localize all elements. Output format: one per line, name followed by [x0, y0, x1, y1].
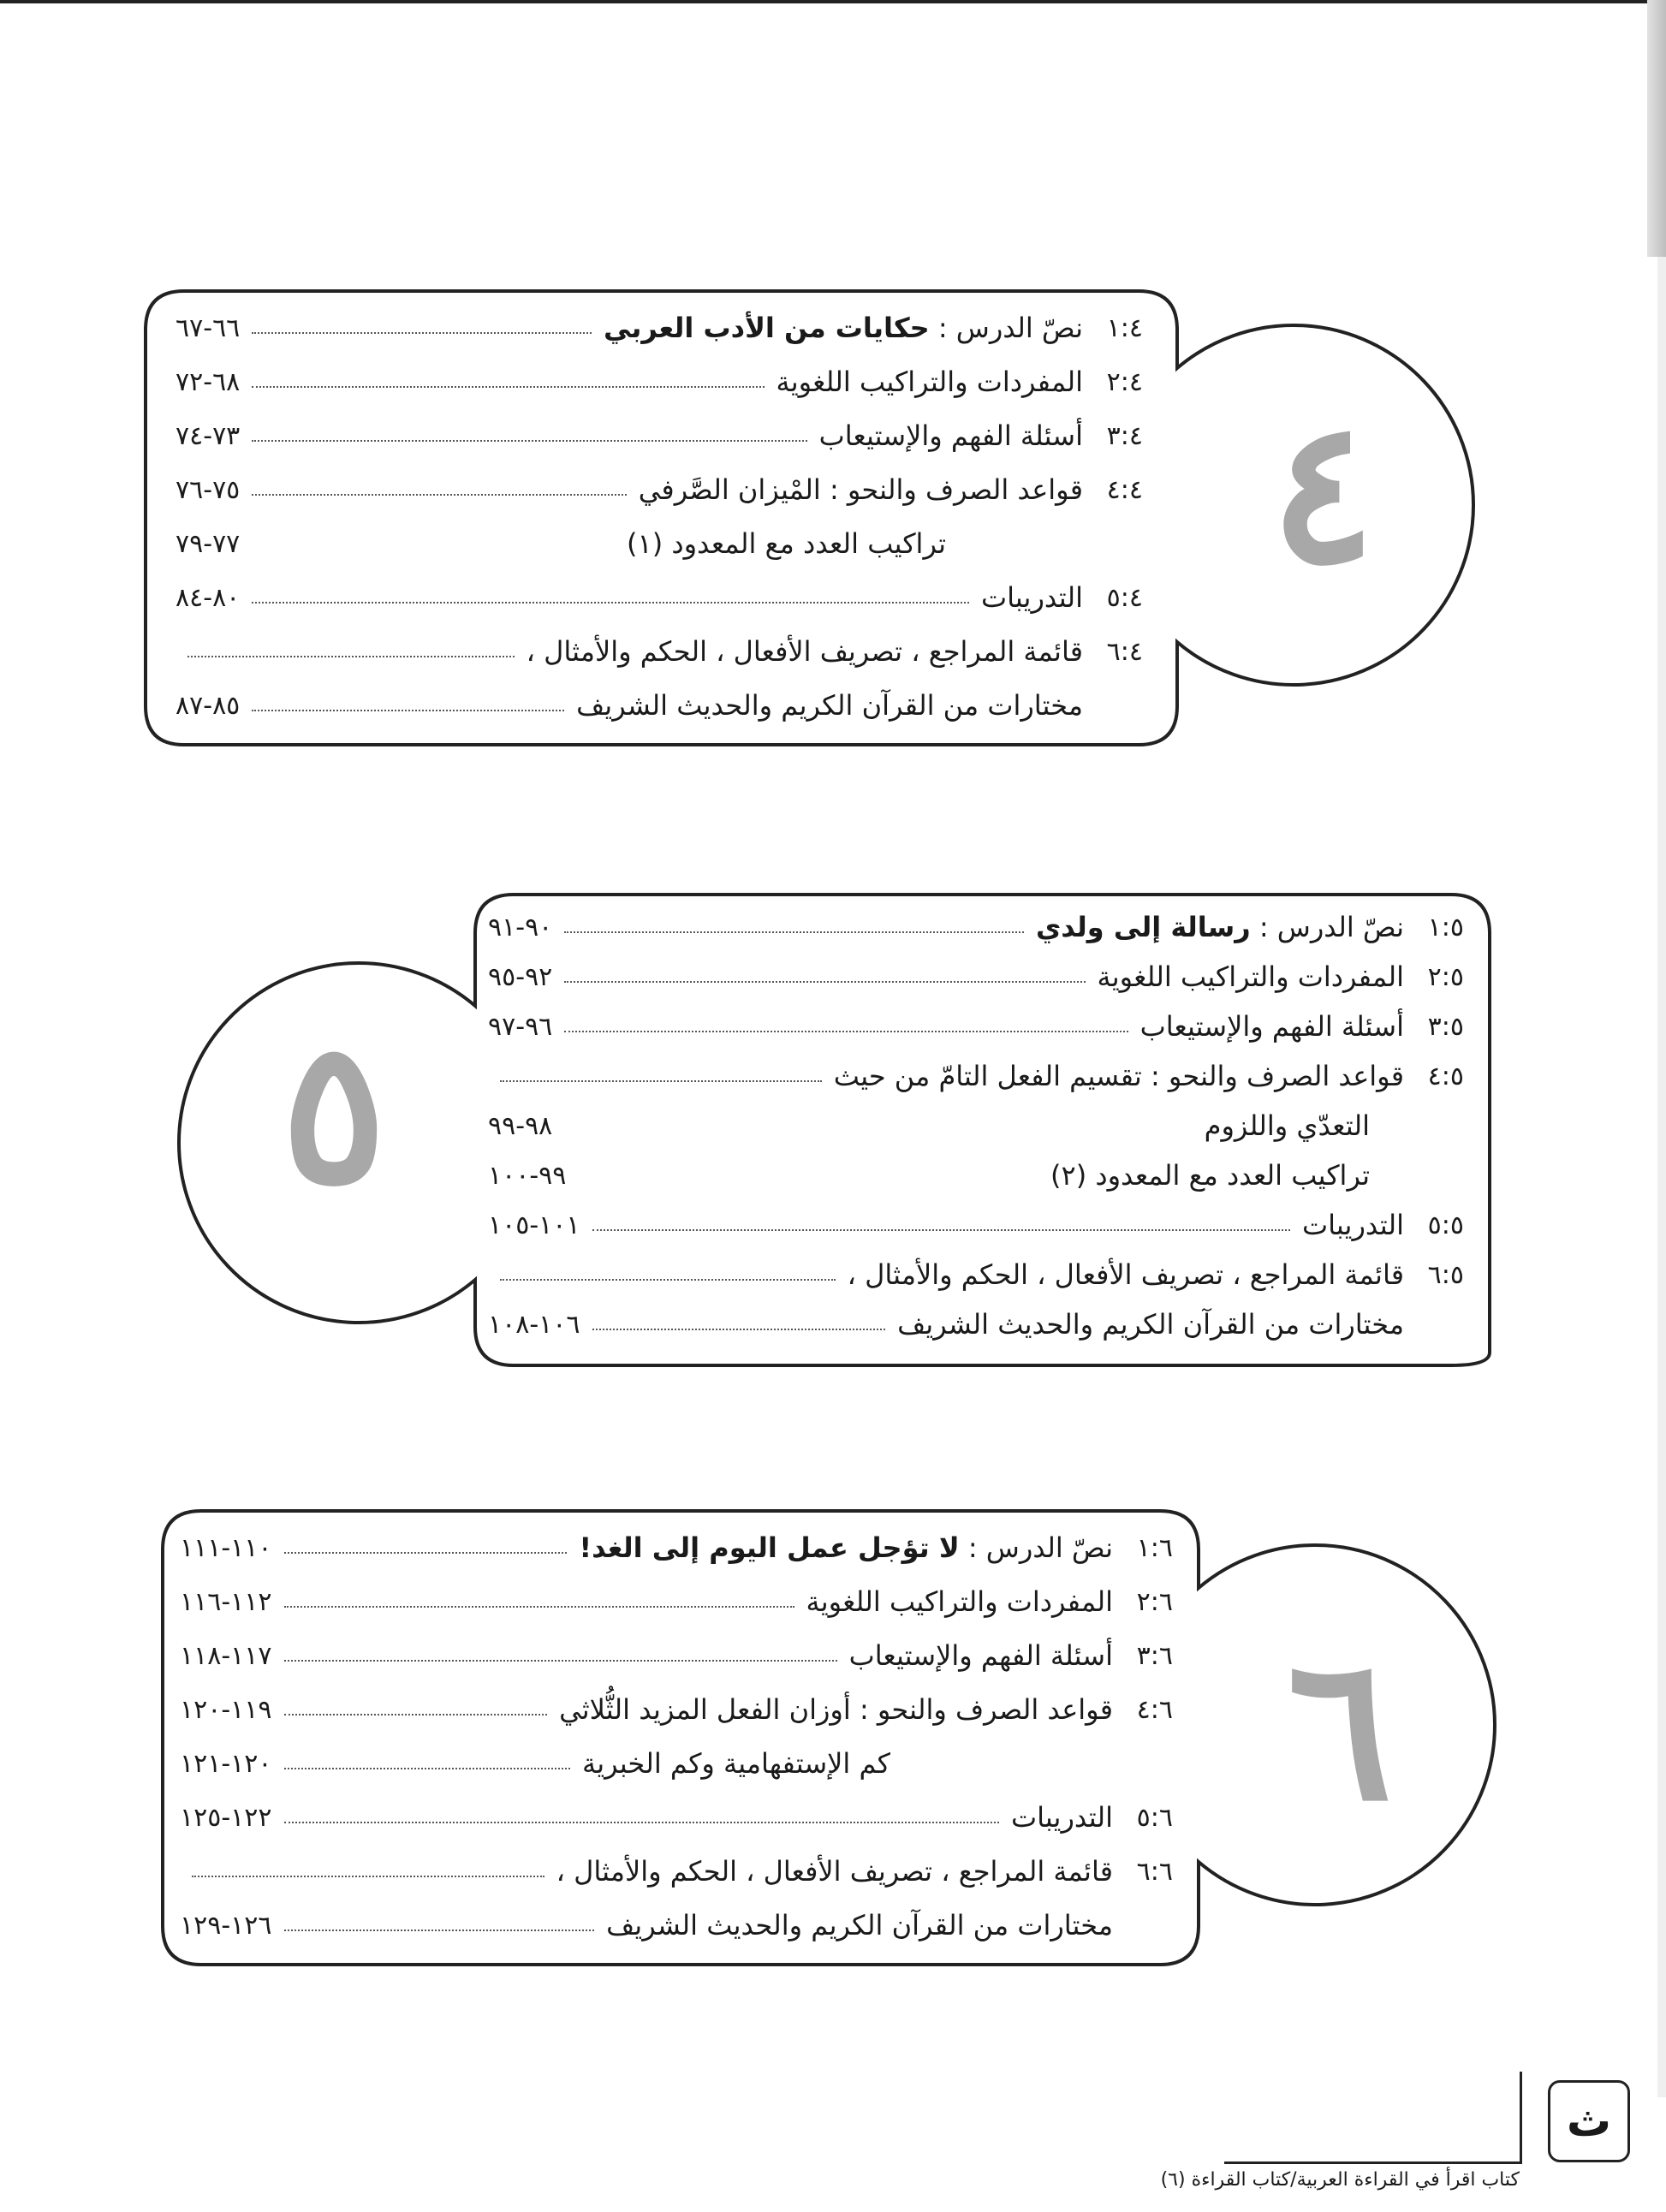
leader-dots — [252, 386, 764, 388]
leader-dots — [252, 602, 969, 604]
toc-row[interactable] — [176, 358, 1143, 406]
section-number: ٢:٤ — [1106, 366, 1143, 397]
leader-dots — [252, 332, 592, 334]
toc-row[interactable] — [176, 627, 1143, 675]
page-range: ٧٧-٧٩ — [176, 528, 241, 559]
unit-5-number: ٥ — [281, 997, 387, 1228]
page-range: ٧٥-٧٦ — [176, 474, 241, 505]
leader-dots — [564, 1031, 1128, 1032]
leader-dots — [284, 1606, 794, 1608]
toc-row[interactable] — [180, 1793, 1173, 1841]
toc-row[interactable] — [180, 1901, 1173, 1949]
section-number: ٣:٤ — [1106, 420, 1143, 451]
page-range: ٩٨-٩٩ — [488, 1110, 553, 1141]
page-range: ٦٨-٧٢ — [176, 366, 241, 397]
section-title: قواعد الصرف والنحو : أوزان الفعل المزيد الثُّلاثي — [559, 1693, 1113, 1726]
unit-6-block — [0, 1502, 1666, 1990]
toc-row[interactable] — [176, 574, 1143, 621]
toc-row[interactable] — [176, 681, 1143, 729]
section-title — [604, 312, 1083, 344]
leader-dots — [564, 931, 1024, 933]
section-number: ٣:٦ — [1136, 1640, 1173, 1671]
section-number: ١:٥ — [1427, 912, 1464, 942]
section-title: قائمة المراجع ، تصريف الأفعال ، الحكم والأمثال ، — [526, 635, 1083, 668]
section-title: قائمة المراجع ، تصريف الأفعال ، الحكم والأمثال ، — [556, 1855, 1113, 1888]
toc-row[interactable] — [180, 1847, 1173, 1895]
section-title: المفردات والتراكيب اللغوية — [1097, 960, 1404, 993]
section-title: أسئلة الفهم والإستيعاب — [848, 1639, 1113, 1672]
section-number: ٤:٥ — [1427, 1061, 1464, 1091]
section-title: قواعد الصرف والنحو : تقسيم الفعل التامّ من حيث — [833, 1060, 1404, 1092]
page-range: ٨٠-٨٤ — [176, 582, 241, 613]
section-title: مختارات من القرآن الكريم والحديث الشريف — [576, 689, 1083, 722]
leader-dots — [592, 1329, 886, 1330]
page-edge-shadow — [1647, 0, 1666, 257]
footer-rule — [1224, 2161, 1520, 2164]
leader-dots — [284, 1768, 571, 1769]
toc-row[interactable] — [176, 520, 1143, 568]
toc-row[interactable] — [488, 1102, 1464, 1150]
section-number: ٥:٥ — [1427, 1210, 1464, 1240]
page-range: ٩٠-٩١ — [488, 912, 553, 942]
section-label: نصّ الدرس : — [967, 1531, 1113, 1564]
leader-dots — [284, 1822, 1000, 1823]
section-number: ١:٦ — [1136, 1532, 1173, 1563]
section-number: ٢:٥ — [1427, 961, 1464, 992]
book-title: كتاب اقرأ في القراءة العربية/كتاب القراءة (٦) — [1160, 2169, 1520, 2191]
toc-row[interactable] — [488, 903, 1464, 951]
section-title: أسئلة الفهم والإستيعاب — [1139, 1010, 1404, 1043]
page-letter-box: ث — [1548, 2080, 1630, 2162]
section-number: ٢:٦ — [1136, 1586, 1173, 1617]
toc-row[interactable] — [488, 1251, 1464, 1299]
page-range: ٨٥-٨٧ — [176, 690, 241, 721]
section-number: ١:٤ — [1106, 312, 1143, 343]
toc-row[interactable] — [488, 1151, 1464, 1199]
toc-row[interactable] — [488, 1201, 1464, 1249]
unit-4-number: ٤ — [1270, 377, 1376, 608]
section-title: التدريبات — [981, 581, 1083, 614]
page-range: ١٢٦-١٢٩ — [180, 1910, 272, 1941]
unit-4-block — [0, 282, 1666, 770]
leader-dots — [284, 1930, 595, 1931]
lesson-title: لا تؤجل عمل اليوم إلى الغد! — [579, 1531, 960, 1564]
toc-row[interactable] — [180, 1578, 1173, 1626]
section-number: ٥:٤ — [1106, 582, 1143, 613]
leader-dots — [284, 1714, 548, 1715]
page-range: ١١٧-١١٨ — [180, 1640, 272, 1671]
section-title: كم الإستفهامية وكم الخبرية — [582, 1747, 890, 1780]
toc-row[interactable] — [488, 1002, 1464, 1050]
section-number: ٦:٤ — [1106, 636, 1143, 667]
page-range: ١٢٢-١٢٥ — [180, 1802, 272, 1833]
section-title: قائمة المراجع ، تصريف الأفعال ، الحكم والأمثال ، — [847, 1258, 1404, 1291]
page-range: ٩٦-٩٧ — [488, 1011, 553, 1042]
leader-dots — [187, 656, 515, 657]
section-title: تراكيب العدد مع المعدود (١) — [627, 527, 946, 560]
toc-row[interactable] — [488, 1052, 1464, 1100]
toc-row[interactable] — [180, 1686, 1173, 1733]
page-range: ١١٢-١١٦ — [180, 1586, 272, 1617]
section-number: ٥:٦ — [1136, 1802, 1173, 1833]
section-title: تراكيب العدد مع المعدود (٢) — [1050, 1159, 1370, 1192]
toc-row[interactable] — [176, 412, 1143, 460]
section-title: قواعد الصرف والنحو : المْيزان الصَّرفي — [638, 473, 1083, 506]
page-range: ١٢٠-١٢١ — [180, 1748, 272, 1779]
leader-dots — [252, 494, 626, 496]
section-title: مختارات من القرآن الكريم والحديث الشريف — [897, 1308, 1404, 1341]
toc-row[interactable] — [176, 466, 1143, 514]
page-range: ٩٢-٩٥ — [488, 961, 553, 992]
section-label: نصّ الدرس : — [937, 312, 1083, 344]
page-range: ١٠٦-١٠٨ — [488, 1309, 580, 1340]
leader-dots — [500, 1080, 822, 1082]
toc-row[interactable] — [180, 1632, 1173, 1680]
page-range: ١٠١-١٠٥ — [488, 1210, 580, 1240]
section-title: المفردات والتراكيب اللغوية — [776, 366, 1083, 398]
section-number: ٦:٥ — [1427, 1259, 1464, 1290]
leader-dots — [252, 440, 806, 442]
section-title: التدريبات — [1011, 1801, 1113, 1834]
toc-row[interactable] — [176, 304, 1143, 352]
section-number: ٣:٥ — [1427, 1011, 1464, 1042]
leader-dots — [592, 1229, 1291, 1231]
section-number: ٦:٦ — [1136, 1856, 1173, 1887]
page-range: ٩٩-١٠٠ — [488, 1160, 567, 1191]
top-border — [0, 0, 1666, 3]
toc-row[interactable] — [180, 1739, 1173, 1787]
lesson-title: رسالة إلى ولدي — [1035, 911, 1251, 943]
section-label: نصّ الدرس : — [1258, 911, 1404, 943]
toc-row[interactable] — [488, 953, 1464, 1001]
leader-dots — [564, 981, 1085, 983]
page-range: ١١٩-١٢٠ — [180, 1694, 272, 1725]
section-title: أسئلة الفهم والإستيعاب — [818, 419, 1083, 452]
toc-row[interactable] — [180, 1524, 1173, 1572]
section-title: التدريبات — [1302, 1209, 1404, 1241]
page-range: ٦٦-٦٧ — [176, 312, 241, 343]
lesson-title: حكايات من الأدب العربي — [604, 312, 930, 344]
section-title — [1036, 911, 1404, 943]
page-range: ٧٣-٧٤ — [176, 420, 241, 451]
footer-divider — [1520, 2072, 1522, 2164]
section-title — [579, 1531, 1113, 1564]
leader-dots — [500, 1279, 836, 1281]
unit-5-block — [0, 886, 1666, 1374]
section-title: التعدّي واللزوم — [1204, 1109, 1370, 1142]
toc-row[interactable] — [488, 1300, 1464, 1348]
unit-6-number: ٦ — [1287, 1614, 1393, 1845]
leader-dots — [252, 710, 564, 711]
leader-dots — [284, 1552, 568, 1554]
section-title: مختارات من القرآن الكريم والحديث الشريف — [606, 1909, 1113, 1941]
section-number: ٤:٤ — [1106, 474, 1143, 505]
leader-dots — [192, 1876, 544, 1877]
page-range: ١١٠-١١١ — [180, 1532, 272, 1563]
section-number: ٤:٦ — [1136, 1694, 1173, 1725]
section-title: المفردات والتراكيب اللغوية — [806, 1585, 1113, 1618]
leader-dots — [284, 1660, 837, 1662]
